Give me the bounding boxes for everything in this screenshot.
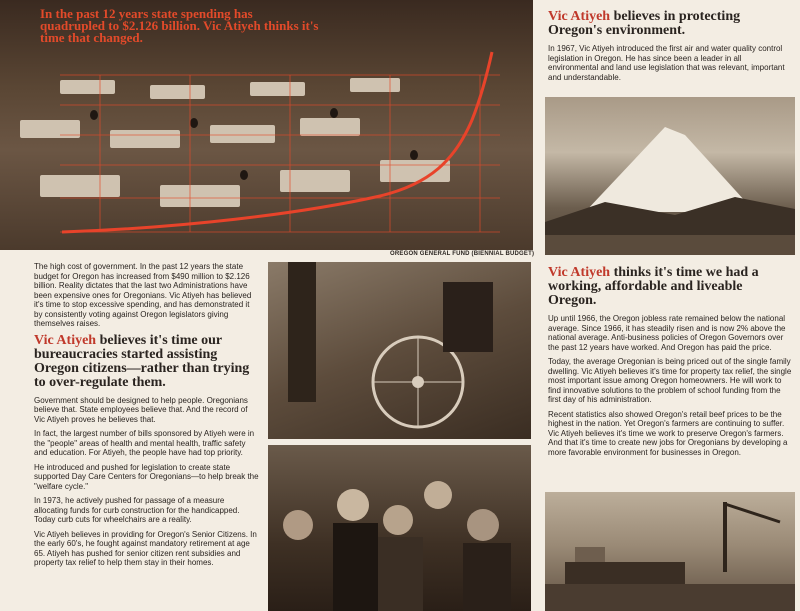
paragraph: In 1973, he actively pushed for passage of a measure allocating funds for curb construction for the handicapped. Today curb cuts for wheelchairs are a reality. <box>34 496 240 524</box>
headline-text: believes in protecting Oregon's environment. <box>548 9 741 38</box>
crowd-photo <box>268 445 531 611</box>
right-column-top <box>548 10 793 87</box>
paragraph: He introduced and pushed for legislation to create state supported Day Care Centers for Oregonians—to help break the "welfare cycle." <box>34 462 259 491</box>
intro-paragraph: The high cost of government. In the past 12 years the state budget for Oregon has increased from $490 million to $2.126 billion. Reality dictates that the last two Administrations have been expensive ones for Oregonians. Vic Atiyeh has believed it's time to stop excessive spending, and has demonstrated it by consistently voting against Oregon legislators giving themselves raises. <box>34 262 252 328</box>
paragraph: Vic Atiyeh believes in providing for Oregon's Senior Citizens. In the early 60's, he fought against mandatory retirement at age 65. Atiyeh has pushed for senior citizen rent subsidies and property tax relief to help them stay in their homes. <box>34 529 257 567</box>
chart-caption: OREGON GENERAL FUND (BIENNIAL BUDGET) <box>390 251 535 257</box>
bureaucracy-headline <box>34 334 260 390</box>
paragraph: Recent statistics also showed Oregon's retail beef prices to be the highest in the nation. Yet Oregon's farmers are continuing to suffer. Vic Atiyeh believes it's time we work to preserve Oregon's farmers. And that it's time to create new jobs for Oregonians by developing a more favorable environment for businesses in Oregon. <box>548 409 788 457</box>
left-column <box>34 262 260 573</box>
headline-name: Vic Atiyeh <box>34 332 97 348</box>
environment-headline <box>548 10 793 38</box>
headline-text: thinks it's time we had a working, affordable and liveable Oregon. <box>548 265 759 308</box>
wheelchair-photo <box>268 262 531 439</box>
paragraph: Up until 1966, the Oregon jobless rate remained below the national average. Since 1966, it has steadily risen and is now 2% above the national average. Anti-business policies of Oregon Governors over the past 12 years have worked. And Oregon has paid the price. <box>548 314 786 352</box>
paragraph: Government should be designed to help people. Oregonians believe that. State employees believe that. And the record of Vic Atiyeh proves he believes that. <box>34 395 248 424</box>
paragraph: Today, the average Oregonian is being priced out of the single family dwelling. Vic Atiyeh believes it's time for property tax relief, the single most important issue among Oregon homeowners. He will work to find innovative solutions to the problem of school funding from the first day of his administration. <box>548 357 792 404</box>
headline-text: believes it's time our bureaucracies started assisting Oregon citizens—rather than trying to over-regulate them. <box>34 332 250 390</box>
right-column-bottom <box>548 262 793 462</box>
port-photo <box>545 492 795 611</box>
paragraph: In fact, the largest number of bills sponsored by Atiyeh were in the "people" areas of health and mental health, traffic safety and education. For Atiyeh, the people have had top priority. <box>34 429 255 457</box>
environment-paragraph: In 1967, Vic Atiyeh introduced the first air and water quality control legislation in Oregon. He has since been a leader in all environmental and land use legislation that was relevant, important and understandable. <box>548 44 785 82</box>
headline-name: Vic Atiyeh <box>548 9 611 24</box>
headline-name: Vic Atiyeh <box>548 265 611 280</box>
mountain-photo <box>545 97 795 255</box>
economy-headline <box>548 266 793 308</box>
chart-headline: In the past 12 years state spending has quadrupled to $2.126 billion. Vic Atiyeh thinks it's time that changed. <box>40 6 319 45</box>
